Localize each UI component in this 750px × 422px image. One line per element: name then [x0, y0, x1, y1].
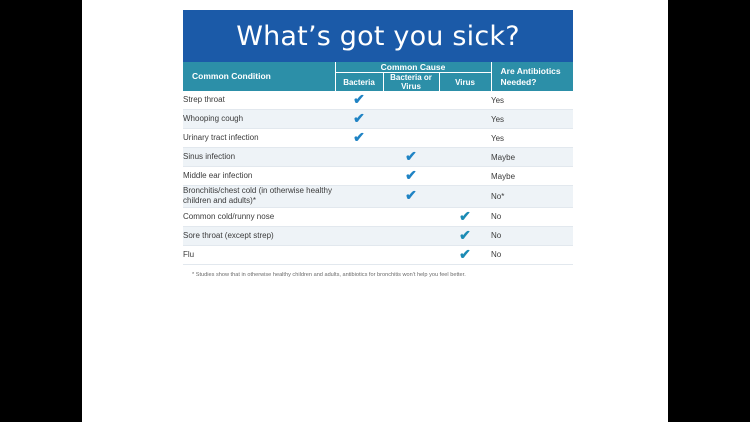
check-virus-cell: [439, 91, 491, 110]
check-virus-cell: [439, 207, 491, 226]
antibiotics-answer: No: [491, 226, 573, 245]
check-virus-cell: [439, 167, 491, 186]
check-virus-cell: [439, 110, 491, 129]
check-bacteria-cell: [335, 148, 383, 167]
table-row: [183, 226, 573, 245]
title-band: [183, 10, 573, 62]
check-bacteria-or-virus-cell: [383, 129, 439, 148]
header-common-condition: Common Condition: [183, 62, 335, 91]
antibiotics-answer: Yes: [491, 129, 573, 148]
condition-label: Common cold/runny nose: [183, 207, 335, 226]
antibiotics-answer: Yes: [491, 110, 573, 129]
checkmark-icon: ✔: [405, 167, 417, 183]
check-bacteria-or-virus-cell: [383, 245, 439, 264]
table-body: [183, 91, 573, 264]
check-virus-cell: [439, 186, 491, 208]
check-bacteria-cell: [335, 91, 383, 110]
check-virus-cell: [439, 245, 491, 264]
check-bacteria-or-virus-cell: [383, 167, 439, 186]
antibiotics-answer: Yes: [491, 91, 573, 110]
check-bacteria-or-virus-cell: [383, 91, 439, 110]
condition-label: Bronchitis/chest cold (in otherwise healthy children and adults)*: [183, 186, 335, 208]
antibiotics-answer: No: [491, 207, 573, 226]
checkmark-icon: ✔: [459, 245, 471, 262]
conditions-table: [183, 62, 573, 265]
table-row: [183, 129, 573, 148]
table-row: [183, 186, 573, 208]
check-bacteria-or-virus-cell: [383, 226, 439, 245]
check-bacteria-or-virus-cell: [383, 186, 439, 208]
check-virus-cell: [439, 129, 491, 148]
table-row: [183, 91, 573, 110]
infographic-card: [183, 10, 573, 370]
header-bacteria: Bacteria: [335, 73, 383, 92]
header-common-cause: Common Cause: [335, 62, 491, 73]
condition-label: Urinary tract infection: [183, 129, 335, 148]
checkmark-icon: ✔: [353, 129, 365, 145]
table-row: [183, 245, 573, 264]
antibiotics-answer: No: [491, 245, 573, 264]
condition-label: Flu: [183, 245, 335, 264]
check-bacteria-or-virus-cell: [383, 148, 439, 167]
check-bacteria-cell: [335, 167, 383, 186]
check-bacteria-cell: [335, 186, 383, 208]
table-header: [183, 62, 573, 91]
condition-label: Whooping cough: [183, 110, 335, 129]
letterbox-right: [668, 0, 750, 422]
antibiotics-answer: Maybe: [491, 167, 573, 186]
checkmark-icon: ✔: [353, 91, 365, 107]
table-row: [183, 167, 573, 186]
condition-label: Sore throat (except strep): [183, 226, 335, 245]
checkmark-icon: ✔: [459, 207, 471, 224]
condition-label: Middle ear infection: [183, 167, 335, 186]
checkmark-icon: ✔: [353, 110, 365, 126]
checkmark-icon: ✔: [405, 187, 417, 204]
condition-label: Strep throat: [183, 91, 335, 110]
checkmark-icon: ✔: [405, 148, 417, 164]
check-bacteria-cell: [335, 226, 383, 245]
check-virus-cell: [439, 148, 491, 167]
check-bacteria-or-virus-cell: [383, 110, 439, 129]
check-bacteria-cell: [335, 207, 383, 226]
check-bacteria-cell: [335, 110, 383, 129]
antibiotics-answer: Maybe: [491, 148, 573, 167]
table-row: [183, 207, 573, 226]
check-bacteria-cell: [335, 245, 383, 264]
check-virus-cell: [439, 226, 491, 245]
table-row: [183, 110, 573, 129]
footnote: * Studies show that in otherwise healthy children and adults, antibiotics for bronchitis won't help you feel better.: [192, 271, 466, 278]
header-virus: Virus: [439, 73, 491, 92]
page-title: What’s got you sick?: [236, 20, 520, 52]
check-bacteria-cell: [335, 129, 383, 148]
header-bacteria-or-virus: Bacteria or Virus: [383, 73, 439, 92]
check-bacteria-or-virus-cell: [383, 207, 439, 226]
checkmark-icon: ✔: [459, 226, 471, 243]
antibiotics-answer: No*: [491, 186, 573, 208]
table-row: [183, 148, 573, 167]
letterbox-left: [0, 0, 82, 422]
condition-label: Sinus infection: [183, 148, 335, 167]
header-antibiotics-needed: Are Antibiotics Needed?: [491, 62, 573, 91]
